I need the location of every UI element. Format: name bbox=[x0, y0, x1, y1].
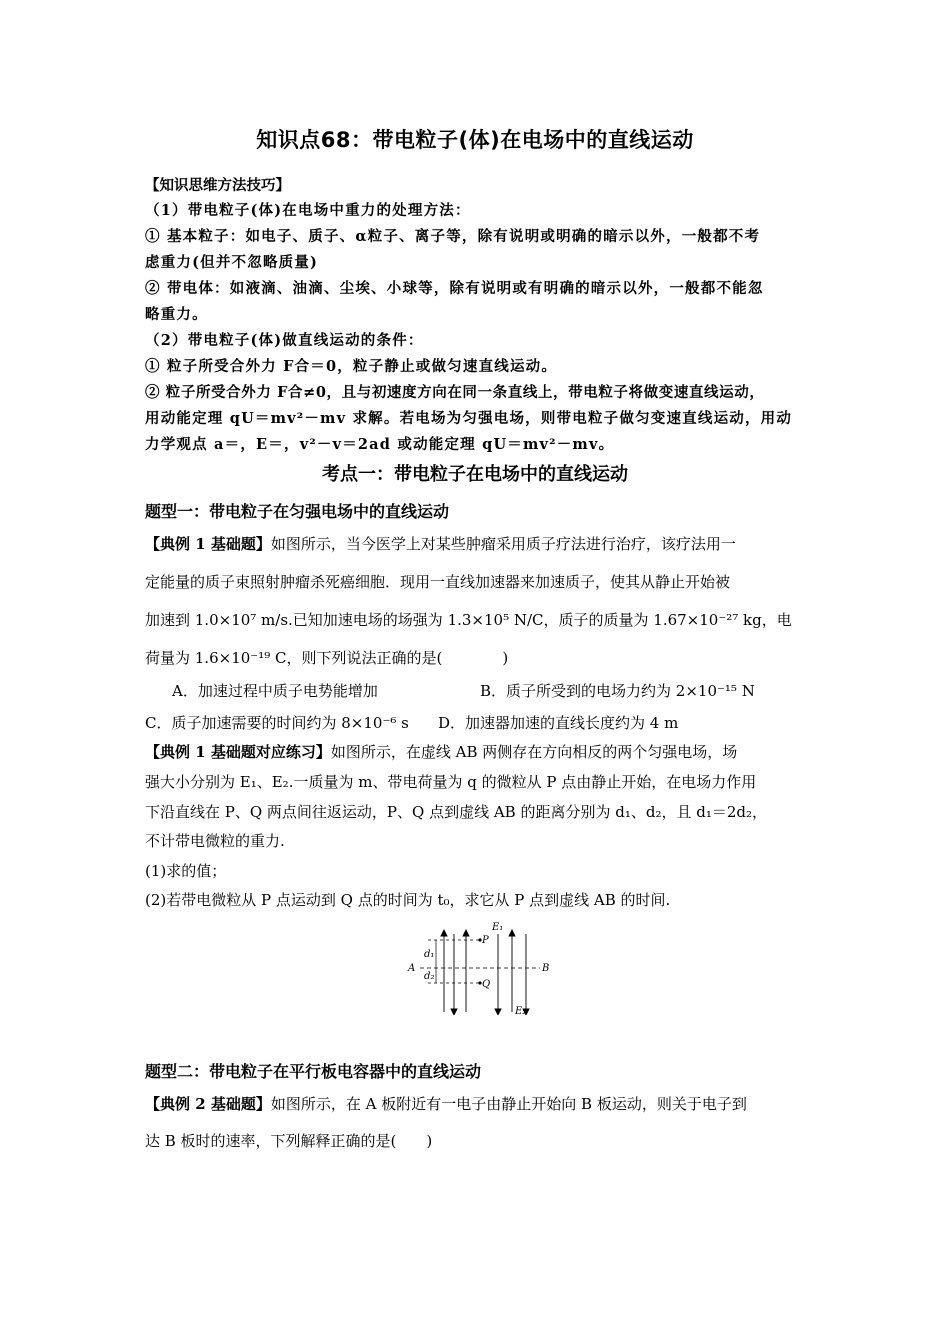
practice-line-1 bbox=[145, 741, 817, 762]
label-e2: E₂ bbox=[515, 1006, 527, 1015]
example2-line-1 bbox=[145, 1093, 817, 1114]
label-q: Q bbox=[482, 979, 491, 990]
practice-question-2: (2)若带电微粒从 P 点运动到 Q 点的时间为 t₀，求它从 P 点到虚线 AB 的时间. bbox=[145, 891, 671, 909]
electric-field-figure bbox=[400, 920, 550, 1015]
label-p: P bbox=[482, 935, 489, 946]
type1-heading: 题型一：带电粒子在匀强电场中的直线运动 bbox=[145, 502, 450, 521]
label-d1: d₁ bbox=[424, 949, 435, 960]
example1-line-1 bbox=[145, 533, 817, 554]
knowledge-line-9: 用动能定理 qU＝mv²－mv 求解。若电场为匀强电场，则带电粒子做匀变速直线运动，用动 bbox=[145, 410, 793, 427]
practice-line-2: 强大小分别为 E₁、E₂.一质量为 m、带电荷量为 q 的微粒从 P 点由静止开始，在电场力作用 bbox=[145, 773, 757, 791]
arrow-up-2 bbox=[463, 930, 469, 936]
example2-line-2: 达 B 板时的速率，下列解释正确的是( ) bbox=[145, 1132, 433, 1150]
knowledge-line-5: 略重力。 bbox=[145, 306, 208, 323]
label-d2: d₂ bbox=[424, 971, 435, 982]
arrow-down-2 bbox=[495, 1009, 501, 1015]
label-b: B bbox=[542, 963, 550, 974]
practice-line-3: 下沿直线在 P、Q 两点间往返运动，P、Q 点到虚线 AB 的距离分别为 d₁、d₂，且 d₁＝2d₂， bbox=[145, 803, 768, 821]
option-b: B．质子所受到的电场力约为 2×10⁻¹⁵ N bbox=[480, 682, 755, 700]
knowledge-header: 【知识思维方法技巧】 bbox=[145, 177, 290, 194]
label-e1: E₁ bbox=[492, 922, 504, 933]
example2-tag: 【典例 2 基础题】 bbox=[145, 1095, 271, 1113]
knowledge-line-6: （2）带电粒子(体)做直线运动的条件： bbox=[145, 332, 424, 349]
example2-text-1: 如图所示，在 A 板附近有一电子由静止开始向 B 板运动，则关于电子到 bbox=[270, 1095, 747, 1113]
knowledge-line-1: （1）带电粒子(体)在电场中重力的处理方法： bbox=[145, 202, 471, 219]
arrow-up-1 bbox=[441, 930, 447, 936]
knowledge-line-3: 虑重力(但并不忽略质量) bbox=[145, 254, 319, 271]
option-d: D．加速器加速的直线长度约为 4 m bbox=[438, 714, 679, 732]
arrow-up-3 bbox=[509, 930, 515, 936]
option-a: A．加速过程中质子电势能增加 bbox=[172, 682, 378, 700]
field-diagram bbox=[400, 920, 550, 1015]
knowledge-line-10: 力学观点 a＝，E＝，v²－v＝2ad 或动能定理 qU＝mv²－mv。 bbox=[145, 436, 615, 453]
example1-tag: 【典例 1 基础题】 bbox=[145, 535, 271, 553]
example1-line-2: 定能量的质子束照射肿瘤杀死癌细胞．现用一直线加速器来加速质子，使其从静止开始被 bbox=[145, 573, 731, 591]
example1-line-3: 加速到 1.0×10⁷ m/s.已知加速电场的场强为 1.3×10⁵ N/C，质子的质量为 1.67×10⁻²⁷ kg，电 bbox=[145, 611, 792, 629]
label-a: A bbox=[408, 963, 416, 974]
knowledge-line-2: ① 基本粒子：如电子、质子、α粒子、离子等，除有说明或明确的暗示以外，一般都不考 bbox=[145, 228, 761, 245]
arrow-down-1 bbox=[451, 1009, 457, 1015]
page-title: 知识点68：带电粒子(体)在电场中的直线运动 bbox=[256, 128, 694, 152]
option-c: C．质子加速需要的时间约为 8×10⁻⁶ s bbox=[145, 714, 409, 732]
practice-question-1: (1)求的值； bbox=[145, 862, 227, 880]
knowledge-line-4: ② 带电体：如液滴、油滴、尘埃、小球等，除有说明或有明确的暗示以外，一般都不能忽 bbox=[145, 280, 764, 297]
practice-text-1: 如图所示，在虚线 AB 两侧存在方向相反的两个匀强电场，场 bbox=[330, 743, 738, 761]
knowledge-line-7: ① 粒子所受合外力 F合＝0，粒子静止或做匀速直线运动。 bbox=[145, 358, 558, 375]
practice-tag: 【典例 1 基础题对应练习】 bbox=[145, 743, 331, 761]
section-heading: 考点一：带电粒子在电场中的直线运动 bbox=[322, 464, 628, 485]
type2-heading: 题型二：带电粒子在平行板电容器中的直线运动 bbox=[145, 1062, 482, 1081]
example1-line-4: 荷量为 1.6×10⁻¹⁹ C，则下列说法正确的是( ) bbox=[145, 649, 509, 667]
example1-text-1: 如图所示，当今医学上对某些肿瘤采用质子疗法进行治疗，该疗法用一 bbox=[270, 535, 736, 553]
knowledge-line-8: ② 粒子所受合外力 F合≠0，且与初速度方向在同一条直线上，带电粒子将做变速直线运动， bbox=[145, 384, 765, 401]
practice-line-4: 不计带电微粒的重力. bbox=[145, 832, 285, 850]
